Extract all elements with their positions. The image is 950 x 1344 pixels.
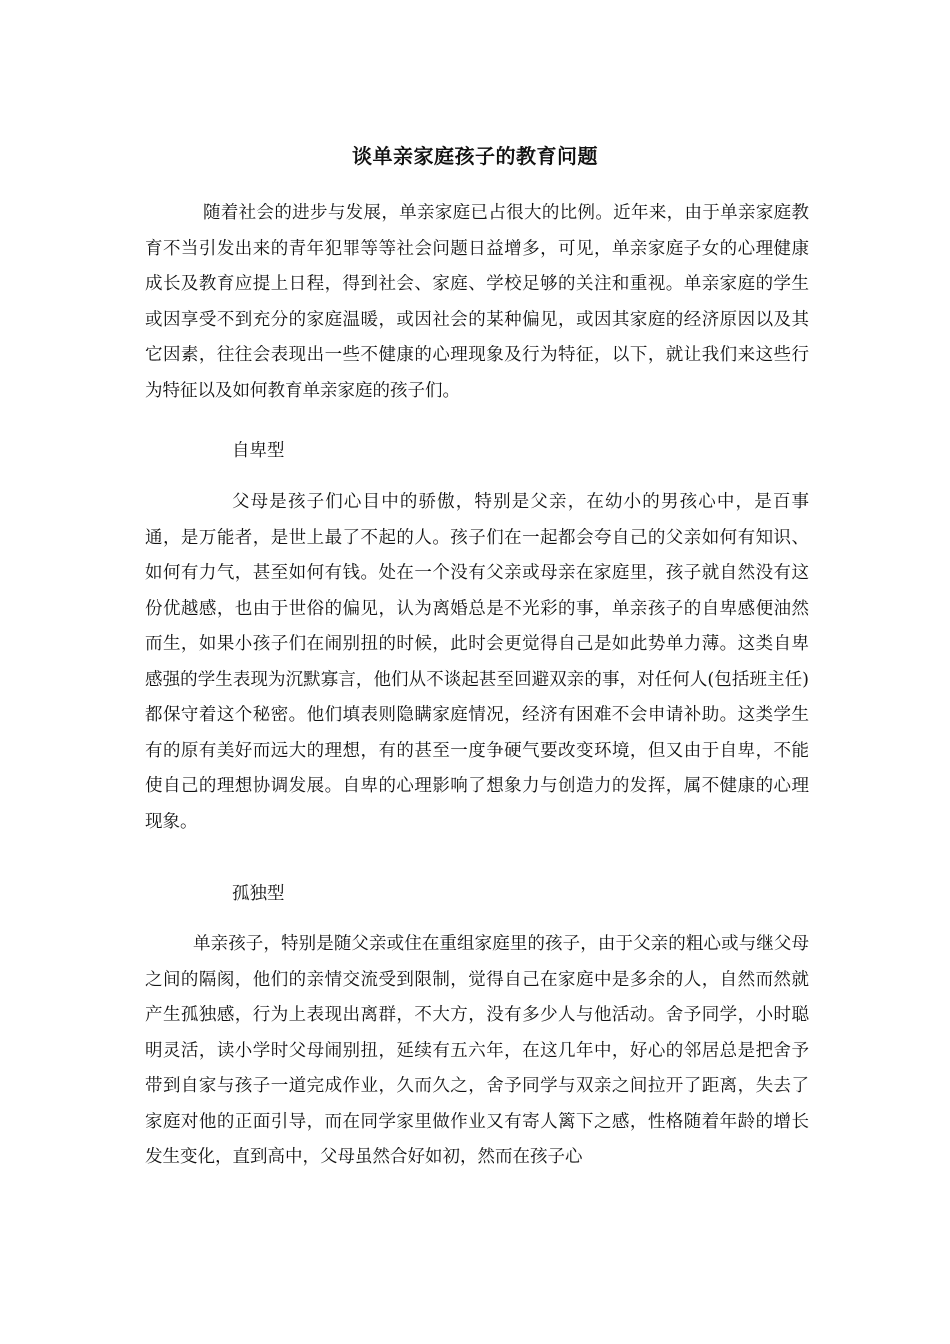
section-heading-inferiority: 自卑型 bbox=[232, 441, 285, 461]
document-title: 谈单亲家庭孩子的教育问题 bbox=[352, 144, 598, 168]
section-heading-loneliness: 孤独型 bbox=[232, 884, 285, 904]
paragraph-inferiority: 父母是孩子们心目中的骄傲，特别是父亲，在幼小的男孩心中，是百事通，是万能者，是世上最了不起的人。孩子们在一起都会夸自己的父亲如何有知识、如何有力气，甚至如何有钱。处在一个没有父亲或母亲在家庭里，孩子就自然没有这份优越感，也由于世俗的偏见，认为离婚总是不光彩的事，单亲孩子的自卑感便油然而生，如果小孩子们在闹别扭的时候，此时会更觉得自己是如此势单力薄。这类自卑感强的学生表现为沉默寡言，他们从不谈起甚至回避双亲的事，对任何人(包括班主任)都保守着这个秘密。他们填表则隐瞒家庭情况，经济有困难不会申请补助。这类学生有的原有美好而远大的理想，有的甚至一度争硬气要改变环境，但又由于自卑，不能使自己的理想协调发展。自卑的心理影响了想象力与创造力的发挥，属不健康的心理现象。 bbox=[145, 492, 809, 832]
paragraph-loneliness: 单亲孩子，特别是随父亲或住在重组家庭里的孩子，由于父亲的粗心或与继父母之间的隔阂，他们的亲情交流受到限制，觉得自己在家庭中是多余的人，自然而然就产生孤独感，行为上表现出离群，不大方，没有多少人与他活动。舍予同学，小时聪明灵活，读小学时父母闹别扭，延续有五六年，在这几年中，好心的邻居总是把舍予带到自家与孩子一道完成作业，久而久之，舍予同学与双亲之间拉开了距离，失去了家庭对他的正面引导，而在同学家里做作业又有寄人篱下之感，性格随着年龄的增长发生变化，直到高中，父母虽然合好如初，然而在孩子心 bbox=[145, 934, 809, 1167]
paragraph-intro: 随着社会的进步与发展，单亲家庭已占很大的比例。近年来，由于单亲家庭教育不当引发出来的青年犯罪等等社会问题日益增多，可见，单亲家庭子女的心理健康成长及教育应提上日程，得到社会、家庭、学校足够的关注和重视。单亲家庭的学生或因享受不到充分的家庭温暖，或因社会的某种偏见，或因其家庭的经济原因以及其它因素，往往会表现出一些不健康的心理现象及行为特征，以下，就让我们来这些行为特征以及如何教育单亲家庭的孩子们。 bbox=[145, 203, 809, 401]
